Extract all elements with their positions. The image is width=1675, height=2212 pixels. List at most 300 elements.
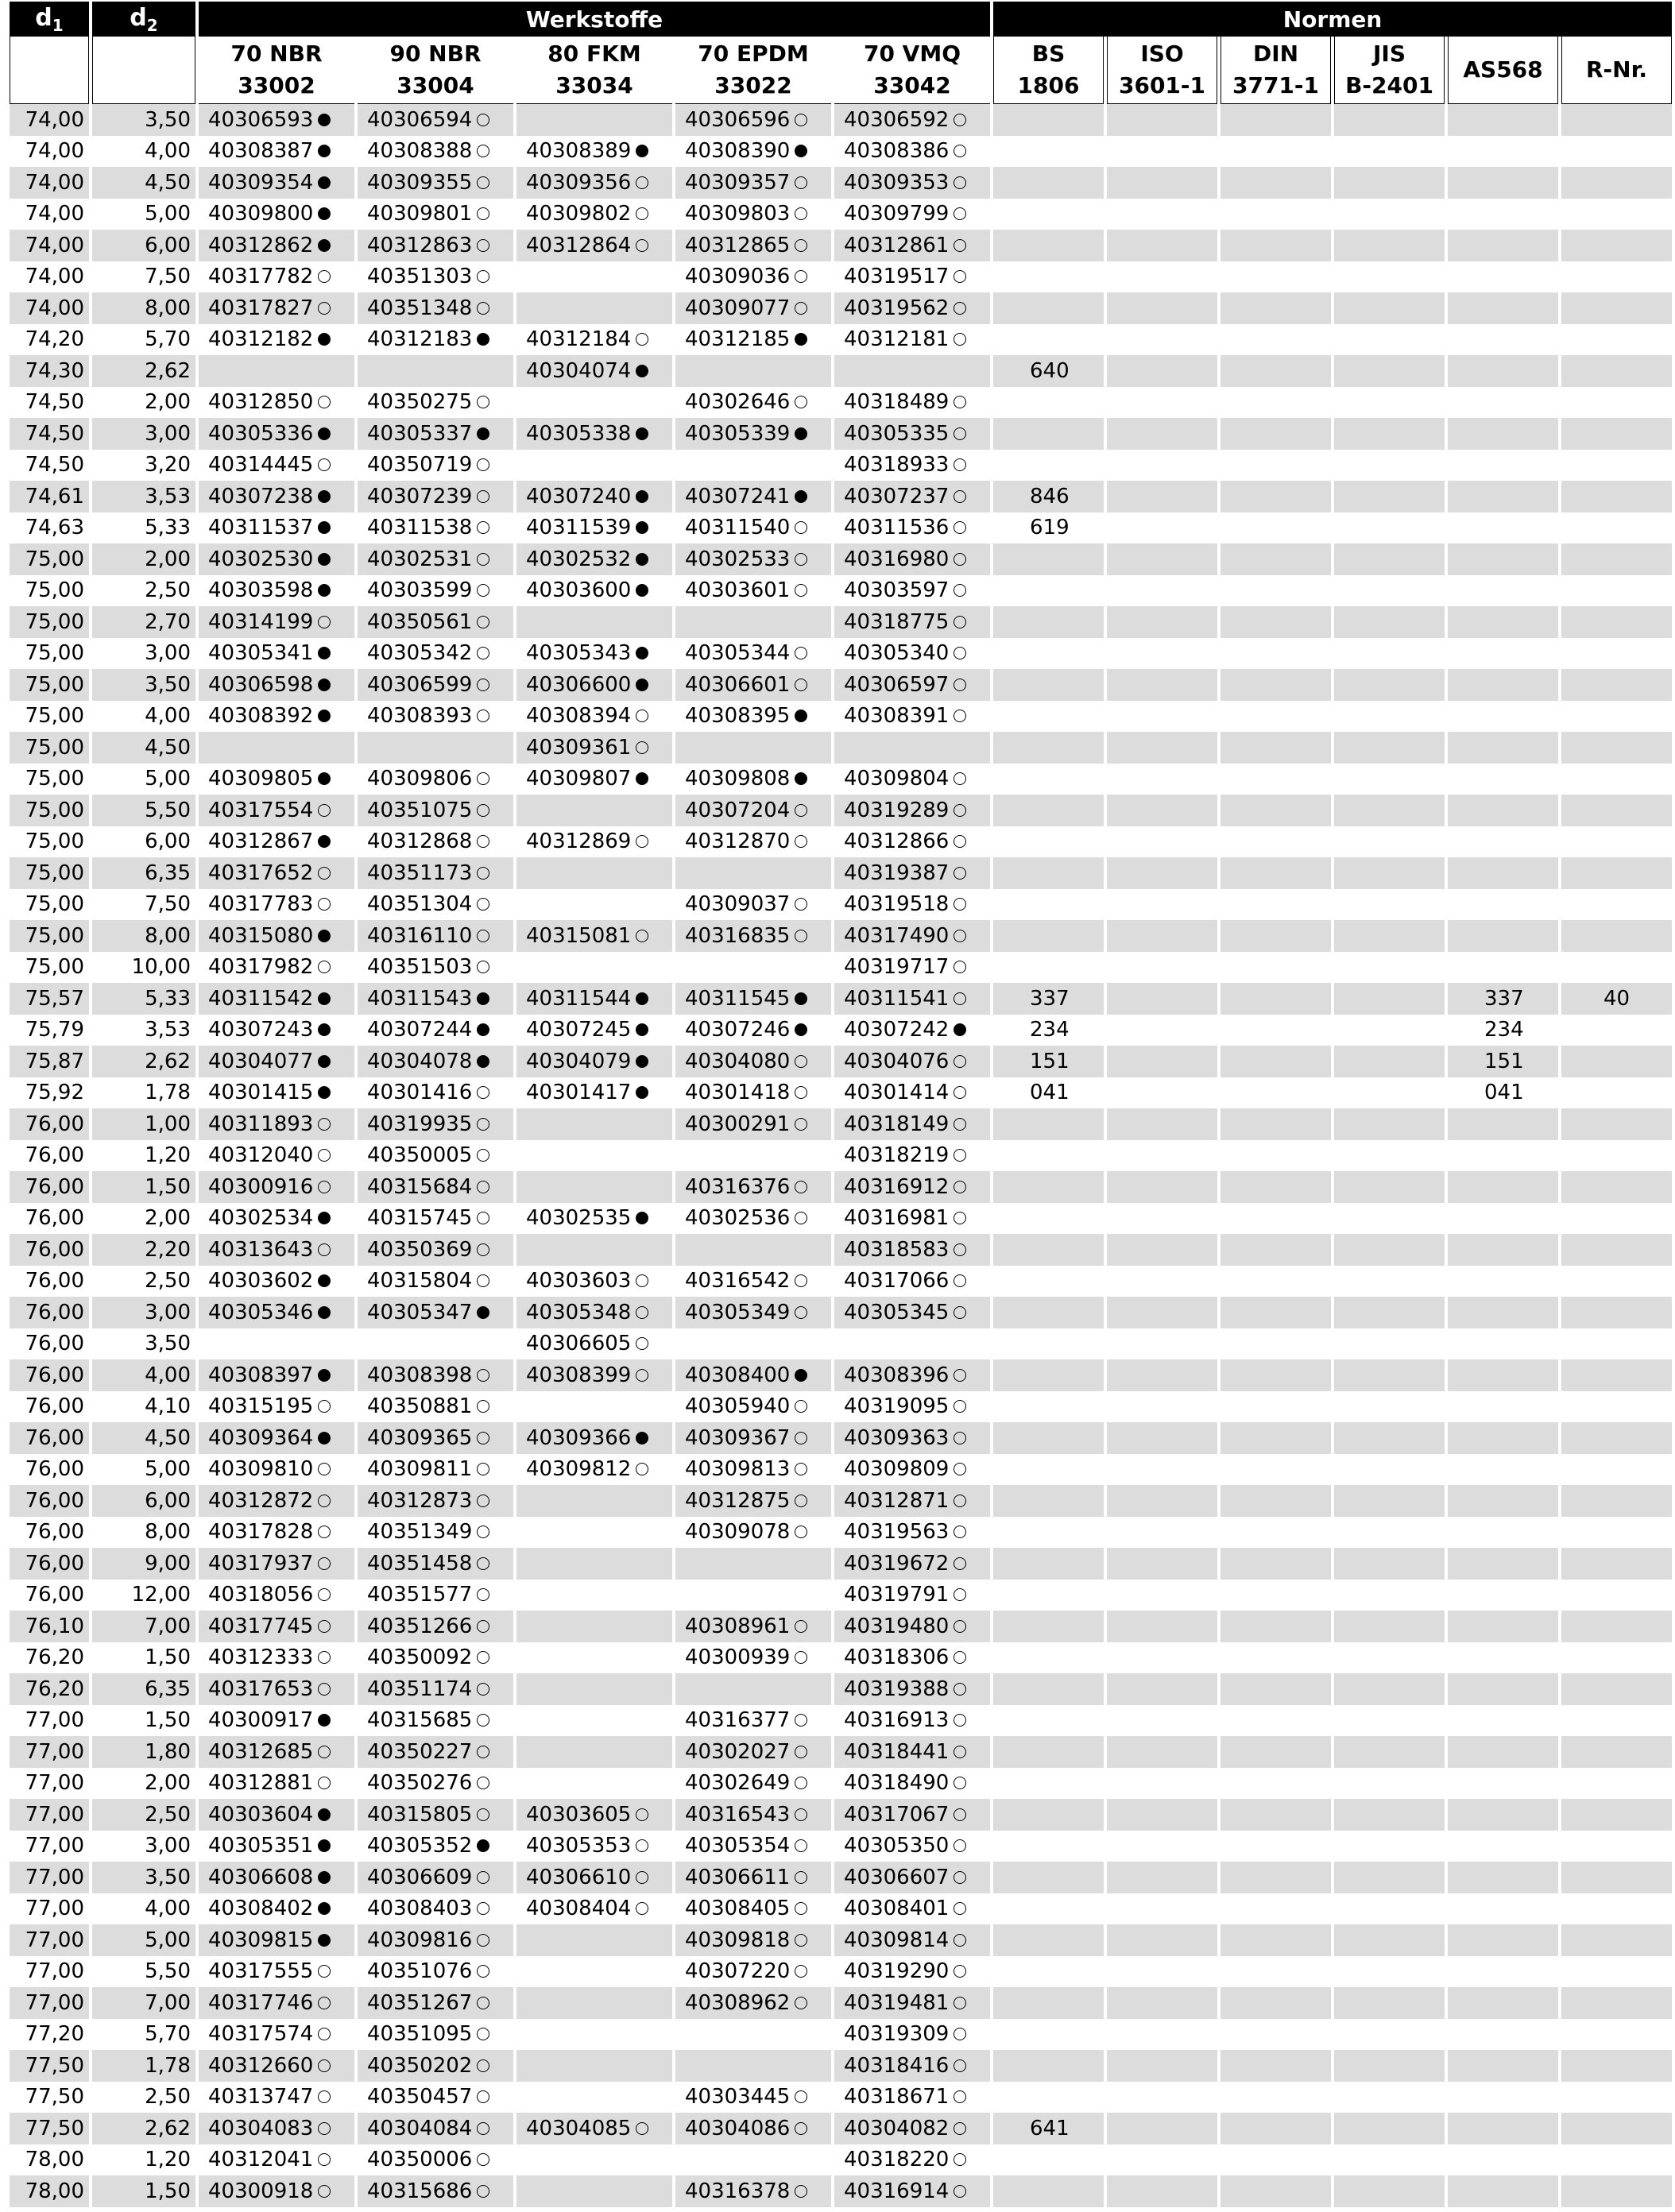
cell-iso xyxy=(1107,1454,1217,1486)
cell-70epdm xyxy=(675,1391,831,1423)
part-number: 40315686 xyxy=(367,2179,473,2203)
cell-din xyxy=(1220,418,1331,450)
cell-70epdm xyxy=(675,1548,831,1580)
cell-d2: 5,70 xyxy=(92,2019,195,2051)
table-row xyxy=(10,1956,1672,1988)
part-number: 40316110 xyxy=(367,923,473,948)
cell-rnr xyxy=(1561,543,1672,575)
filled-circle-icon xyxy=(477,1055,489,1068)
cell-jis xyxy=(1334,1328,1445,1360)
filled-circle-icon xyxy=(477,427,489,440)
cell-70nbr xyxy=(199,795,354,826)
open-circle-icon xyxy=(477,1495,489,1507)
part-number: 40316835 xyxy=(685,923,791,948)
part-number: 40309816 xyxy=(367,1928,473,1952)
cell-80fkm xyxy=(516,732,672,764)
header-d1-blank xyxy=(10,37,89,104)
cell-70nbr xyxy=(199,2082,354,2113)
cell-70vmq xyxy=(834,292,990,324)
cell-jis xyxy=(1334,1736,1445,1768)
open-circle-icon xyxy=(795,2090,807,2103)
cell-iso xyxy=(1107,857,1217,889)
cell-90nbr xyxy=(358,1799,513,1831)
cell-70vmq xyxy=(834,1077,990,1109)
part-number: 40304078 xyxy=(367,1049,473,1073)
cell-90nbr xyxy=(358,1642,513,1674)
cell-as568 xyxy=(1448,292,1558,324)
open-circle-icon xyxy=(636,1337,648,1350)
cell-80fkm xyxy=(516,355,672,387)
cell-iso xyxy=(1107,1203,1217,1235)
cell-d1: 75,00 xyxy=(10,638,89,670)
filled-circle-icon xyxy=(318,1902,331,1915)
cell-90nbr xyxy=(358,2113,513,2144)
cell-d2: 2,62 xyxy=(92,355,195,387)
cell-iso xyxy=(1107,1077,1217,1109)
cell-d2: 2,70 xyxy=(92,606,195,638)
part-number: 40306608 xyxy=(208,1865,314,1889)
part-number: 40312871 xyxy=(844,1488,950,1513)
cell-d1: 75,00 xyxy=(10,701,89,733)
part-number: 40309810 xyxy=(208,1457,314,1482)
cell-90nbr xyxy=(358,669,513,701)
part-number: 40315804 xyxy=(367,1269,473,1294)
part-number: 40309361 xyxy=(526,735,632,760)
cell-din xyxy=(1220,230,1331,261)
cell-bs: 337 xyxy=(993,983,1104,1015)
table-row xyxy=(10,1046,1672,1077)
cell-70epdm xyxy=(675,199,831,230)
cell-d2: 6,00 xyxy=(92,1485,195,1517)
cell-d1: 75,00 xyxy=(10,764,89,795)
cell-bs xyxy=(993,104,1104,136)
cell-70epdm xyxy=(675,324,831,356)
table-row xyxy=(10,638,1672,670)
cell-90nbr xyxy=(358,512,513,544)
part-number: 40317554 xyxy=(208,798,314,822)
open-circle-icon xyxy=(795,1997,807,2009)
part-number: 40312872 xyxy=(208,1488,314,1513)
part-number: 40351076 xyxy=(367,1959,473,1984)
open-circle-icon xyxy=(795,1777,807,1789)
part-number: 40351095 xyxy=(367,2022,473,2047)
cell-90nbr xyxy=(358,1485,513,1517)
table-row xyxy=(10,1705,1672,1737)
cell-d2: 1,20 xyxy=(92,1140,195,1172)
cell-din xyxy=(1220,292,1331,324)
cell-rnr xyxy=(1561,1831,1672,1862)
cell-din xyxy=(1220,2175,1331,2207)
cell-as568 xyxy=(1448,136,1558,168)
cell-bs xyxy=(993,1611,1104,1642)
cell-70vmq xyxy=(834,1234,990,1266)
header-normen: Normen xyxy=(993,2,1672,37)
filled-circle-icon xyxy=(954,1023,966,1036)
table-row xyxy=(10,1454,1672,1486)
part-number: 40351349 xyxy=(367,1520,473,1545)
cell-80fkm xyxy=(516,983,672,1015)
cell-as568 xyxy=(1448,2144,1558,2176)
open-circle-icon xyxy=(636,1369,648,1382)
part-number: 40351503 xyxy=(367,955,473,980)
cell-d2: 4,50 xyxy=(92,1422,195,1454)
cell-70epdm xyxy=(675,575,831,607)
open-circle-icon xyxy=(477,710,489,722)
cell-70nbr xyxy=(199,104,354,136)
cell-bs xyxy=(993,764,1104,795)
part-number: 40308404 xyxy=(526,1897,632,1921)
cell-70epdm xyxy=(675,2113,831,2144)
cell-bs xyxy=(993,167,1104,199)
open-circle-icon xyxy=(954,302,966,315)
cell-d1: 74,50 xyxy=(10,418,89,450)
cell-rnr xyxy=(1561,1705,1672,1737)
part-number: 40314445 xyxy=(208,453,314,478)
open-circle-icon xyxy=(954,1934,966,1947)
cell-din xyxy=(1220,575,1331,607)
part-number: 40312181 xyxy=(844,327,950,352)
filled-circle-icon xyxy=(318,1839,331,1852)
cell-din xyxy=(1220,1548,1331,1580)
cell-iso xyxy=(1107,795,1217,826)
cell-70nbr xyxy=(199,701,354,733)
part-number: 40315081 xyxy=(526,923,632,948)
cell-iso xyxy=(1107,450,1217,481)
cell-70nbr xyxy=(199,1893,354,1925)
filled-circle-icon xyxy=(318,1023,331,1036)
cell-d2: 7,50 xyxy=(92,261,195,293)
cell-jis xyxy=(1334,1956,1445,1988)
cell-70vmq xyxy=(834,575,990,607)
cell-d1: 78,00 xyxy=(10,2144,89,2176)
open-circle-icon xyxy=(318,1965,331,1978)
part-number: 40305339 xyxy=(685,421,791,446)
table-row xyxy=(10,826,1672,858)
cell-jis xyxy=(1334,1987,1445,2019)
part-number: 40318933 xyxy=(844,453,950,478)
filled-circle-icon xyxy=(318,772,331,785)
cell-bs xyxy=(993,2082,1104,2113)
part-number: 40308393 xyxy=(367,704,473,729)
cell-70epdm xyxy=(675,1203,831,1235)
part-number: 40308386 xyxy=(844,139,950,164)
cell-d2: 5,33 xyxy=(92,983,195,1015)
cell-80fkm xyxy=(516,638,672,670)
table-header xyxy=(10,2,1672,104)
open-circle-icon xyxy=(477,1463,489,1475)
cell-rnr xyxy=(1561,1297,1672,1328)
cell-iso xyxy=(1107,481,1217,512)
cell-din xyxy=(1220,1359,1331,1391)
cell-80fkm xyxy=(516,2144,672,2176)
cell-as568 xyxy=(1448,575,1558,607)
table-row xyxy=(10,481,1672,512)
cell-bs xyxy=(993,1673,1104,1705)
cell-as568 xyxy=(1448,826,1558,858)
cell-d2: 2,50 xyxy=(92,1799,195,1831)
cell-as568 xyxy=(1448,1266,1558,1297)
part-number: 40309813 xyxy=(685,1457,791,1482)
cell-rnr xyxy=(1561,857,1672,889)
table-row xyxy=(10,104,1672,136)
part-number: 40317782 xyxy=(208,265,314,289)
cell-d1: 76,00 xyxy=(10,1328,89,1360)
table-row xyxy=(10,1642,1672,1674)
open-circle-icon xyxy=(477,1714,489,1727)
cell-iso xyxy=(1107,1705,1217,1737)
part-number: 40303600 xyxy=(526,578,632,603)
open-circle-icon xyxy=(795,1746,807,1758)
open-circle-icon xyxy=(954,1965,966,1978)
part-number: 40306609 xyxy=(367,1865,473,1889)
part-number: 40315685 xyxy=(367,1708,473,1733)
open-circle-icon xyxy=(795,679,807,691)
cell-jis xyxy=(1334,1768,1445,1800)
part-number: 40317067 xyxy=(844,1802,950,1827)
cell-70nbr xyxy=(199,261,354,293)
part-number: 40308399 xyxy=(526,1363,632,1387)
cell-90nbr xyxy=(358,2019,513,2051)
cell-d1: 75,00 xyxy=(10,795,89,826)
filled-circle-icon xyxy=(636,553,648,566)
table-row xyxy=(10,1328,1672,1360)
part-number: 40312333 xyxy=(208,1645,314,1670)
part-number: 40319517 xyxy=(844,265,950,289)
cell-as568 xyxy=(1448,952,1558,984)
filled-circle-icon xyxy=(795,1369,807,1382)
table-row xyxy=(10,136,1672,168)
cell-iso xyxy=(1107,199,1217,230)
cell-iso xyxy=(1107,638,1217,670)
cell-rnr xyxy=(1561,952,1672,984)
cell-bs xyxy=(993,1862,1104,1893)
cell-jis xyxy=(1334,1171,1445,1203)
table-row xyxy=(10,2113,1672,2144)
table-row xyxy=(10,2144,1672,2176)
open-circle-icon xyxy=(477,270,489,283)
part-number: 40350006 xyxy=(367,2148,473,2172)
cell-bs xyxy=(993,1548,1104,1580)
open-circle-icon xyxy=(318,1495,331,1507)
cell-70epdm xyxy=(675,1705,831,1737)
cell-d1: 75,00 xyxy=(10,669,89,701)
cell-as568 xyxy=(1448,1831,1558,1862)
cell-70nbr xyxy=(199,1642,354,1674)
open-circle-icon xyxy=(795,804,807,817)
cell-bs: 640 xyxy=(993,355,1104,387)
cell-70vmq xyxy=(834,2019,990,2051)
cell-70vmq xyxy=(834,1642,990,1674)
cell-80fkm xyxy=(516,481,672,512)
cell-90nbr xyxy=(358,418,513,450)
cell-jis xyxy=(1334,1642,1445,1674)
cell-70nbr xyxy=(199,1203,354,1235)
open-circle-icon xyxy=(477,584,489,597)
cell-jis xyxy=(1334,575,1445,607)
cell-iso xyxy=(1107,1328,1217,1360)
cell-80fkm xyxy=(516,512,672,544)
part-number: 40302532 xyxy=(526,547,632,571)
part-number: 40319562 xyxy=(844,296,950,320)
cell-d1: 77,00 xyxy=(10,1799,89,1831)
part-number: 40312881 xyxy=(208,1771,314,1796)
part-number: 40305350 xyxy=(844,1834,950,1858)
cell-70epdm xyxy=(675,2175,831,2207)
cell-d2: 8,00 xyxy=(92,1517,195,1549)
cell-bs xyxy=(993,1108,1104,1140)
cell-iso xyxy=(1107,1171,1217,1203)
header-standard: BS 1806 xyxy=(993,37,1104,104)
cell-rnr xyxy=(1561,136,1672,168)
open-circle-icon xyxy=(318,867,331,880)
part-number: 40301414 xyxy=(844,1081,950,1105)
open-circle-icon xyxy=(477,2153,489,2166)
cell-70nbr xyxy=(199,1328,354,1360)
cell-iso xyxy=(1107,2082,1217,2113)
open-circle-icon xyxy=(954,898,966,911)
cell-70epdm xyxy=(675,1359,831,1391)
cell-70epdm xyxy=(675,1736,831,1768)
cell-90nbr xyxy=(358,1171,513,1203)
open-circle-icon xyxy=(795,647,807,659)
cell-bs: 619 xyxy=(993,512,1104,544)
filled-circle-icon xyxy=(318,207,331,220)
part-number: 40350005 xyxy=(367,1143,473,1168)
cell-bs xyxy=(993,826,1104,858)
part-number: 40308400 xyxy=(685,1363,791,1387)
cell-d1: 77,00 xyxy=(10,1705,89,1737)
header-material: 80 FKM 33034 xyxy=(516,37,672,104)
cell-iso xyxy=(1107,920,1217,952)
part-number: 40311536 xyxy=(844,516,950,540)
cell-70epdm xyxy=(675,764,831,795)
open-circle-icon xyxy=(795,1495,807,1507)
cell-d2: 1,78 xyxy=(92,1077,195,1109)
part-number: 40304079 xyxy=(526,1049,632,1073)
open-circle-icon xyxy=(477,1902,489,1915)
part-number: 40308396 xyxy=(844,1363,950,1387)
open-circle-icon xyxy=(954,804,966,817)
part-number: 40308387 xyxy=(208,139,314,164)
cell-rnr xyxy=(1561,795,1672,826)
open-circle-icon xyxy=(795,1620,807,1633)
cell-70nbr xyxy=(199,1862,354,1893)
cell-70epdm xyxy=(675,1924,831,1956)
table-row xyxy=(10,1736,1672,1768)
cell-iso xyxy=(1107,2050,1217,2082)
cell-iso xyxy=(1107,1015,1217,1046)
cell-bs xyxy=(993,543,1104,575)
header-d2-blank xyxy=(92,37,195,104)
cell-iso xyxy=(1107,1391,1217,1423)
open-circle-icon xyxy=(954,2153,966,2166)
cell-d2: 5,50 xyxy=(92,1956,195,1988)
cell-80fkm xyxy=(516,1768,672,1800)
open-circle-icon xyxy=(954,1526,966,1538)
cell-90nbr xyxy=(358,1046,513,1077)
open-circle-icon xyxy=(954,270,966,283)
cell-rnr xyxy=(1561,324,1672,356)
cell-din xyxy=(1220,1831,1331,1862)
open-circle-icon xyxy=(954,333,966,346)
part-number: 40302535 xyxy=(526,1206,632,1231)
open-circle-icon xyxy=(954,427,966,440)
cell-d2: 1,50 xyxy=(92,2175,195,2207)
cell-d1: 76,00 xyxy=(10,1234,89,1266)
cell-jis xyxy=(1334,1517,1445,1549)
cell-d2: 3,50 xyxy=(92,669,195,701)
cell-iso xyxy=(1107,230,1217,261)
cell-70vmq xyxy=(834,983,990,1015)
cell-din xyxy=(1220,795,1331,826)
cell-as568 xyxy=(1448,1893,1558,1925)
part-number: 40317574 xyxy=(208,2022,314,2047)
open-circle-icon xyxy=(318,616,331,628)
cell-70epdm xyxy=(675,1046,831,1077)
cell-70vmq xyxy=(834,701,990,733)
cell-80fkm xyxy=(516,2113,672,2144)
cell-rnr xyxy=(1561,1893,1672,1925)
part-number: 40319309 xyxy=(844,2022,950,2047)
cell-iso xyxy=(1107,575,1217,607)
cell-70vmq xyxy=(834,1956,990,1988)
cell-as568 xyxy=(1448,1297,1558,1328)
part-number: 40319717 xyxy=(844,955,950,980)
part-number: 40309805 xyxy=(208,767,314,791)
open-circle-icon xyxy=(795,270,807,283)
part-number: 40317783 xyxy=(208,892,314,917)
cell-as568 xyxy=(1448,104,1558,136)
cell-80fkm xyxy=(516,1046,672,1077)
table-row xyxy=(10,543,1672,575)
cell-din xyxy=(1220,1768,1331,1800)
cell-70nbr xyxy=(199,512,354,544)
table-row xyxy=(10,1831,1672,1862)
cell-as568 xyxy=(1448,418,1558,450)
cell-d1: 77,50 xyxy=(10,2113,89,2144)
open-circle-icon xyxy=(954,1432,966,1444)
cell-70epdm xyxy=(675,1673,831,1705)
cell-jis xyxy=(1334,983,1445,1015)
open-circle-icon xyxy=(318,898,331,911)
cell-70nbr xyxy=(199,1108,354,1140)
part-number: 40305335 xyxy=(844,421,950,446)
part-number: 40308403 xyxy=(367,1897,473,1921)
cell-d2: 3,53 xyxy=(92,481,195,512)
cell-d1: 76,00 xyxy=(10,1391,89,1423)
open-circle-icon xyxy=(636,710,648,722)
open-circle-icon xyxy=(954,992,966,1005)
part-number: 40302027 xyxy=(685,1739,791,1764)
cell-bs: 641 xyxy=(993,2113,1104,2144)
cell-80fkm xyxy=(516,261,672,293)
cell-as568 xyxy=(1448,1611,1558,1642)
part-number: 40315684 xyxy=(367,1174,473,1199)
table-row xyxy=(10,1077,1672,1109)
cell-rnr xyxy=(1561,1580,1672,1611)
cell-jis xyxy=(1334,1266,1445,1297)
part-number: 40316914 xyxy=(844,2179,950,2203)
table-row xyxy=(10,450,1672,481)
part-number: 40309800 xyxy=(208,202,314,226)
part-number: 40312866 xyxy=(844,830,950,854)
cell-as568 xyxy=(1448,1642,1558,1674)
cell-70epdm xyxy=(675,1485,831,1517)
open-circle-icon xyxy=(477,1588,489,1601)
cell-70nbr xyxy=(199,543,354,575)
filled-circle-icon xyxy=(318,1432,331,1444)
cell-80fkm xyxy=(516,701,672,733)
